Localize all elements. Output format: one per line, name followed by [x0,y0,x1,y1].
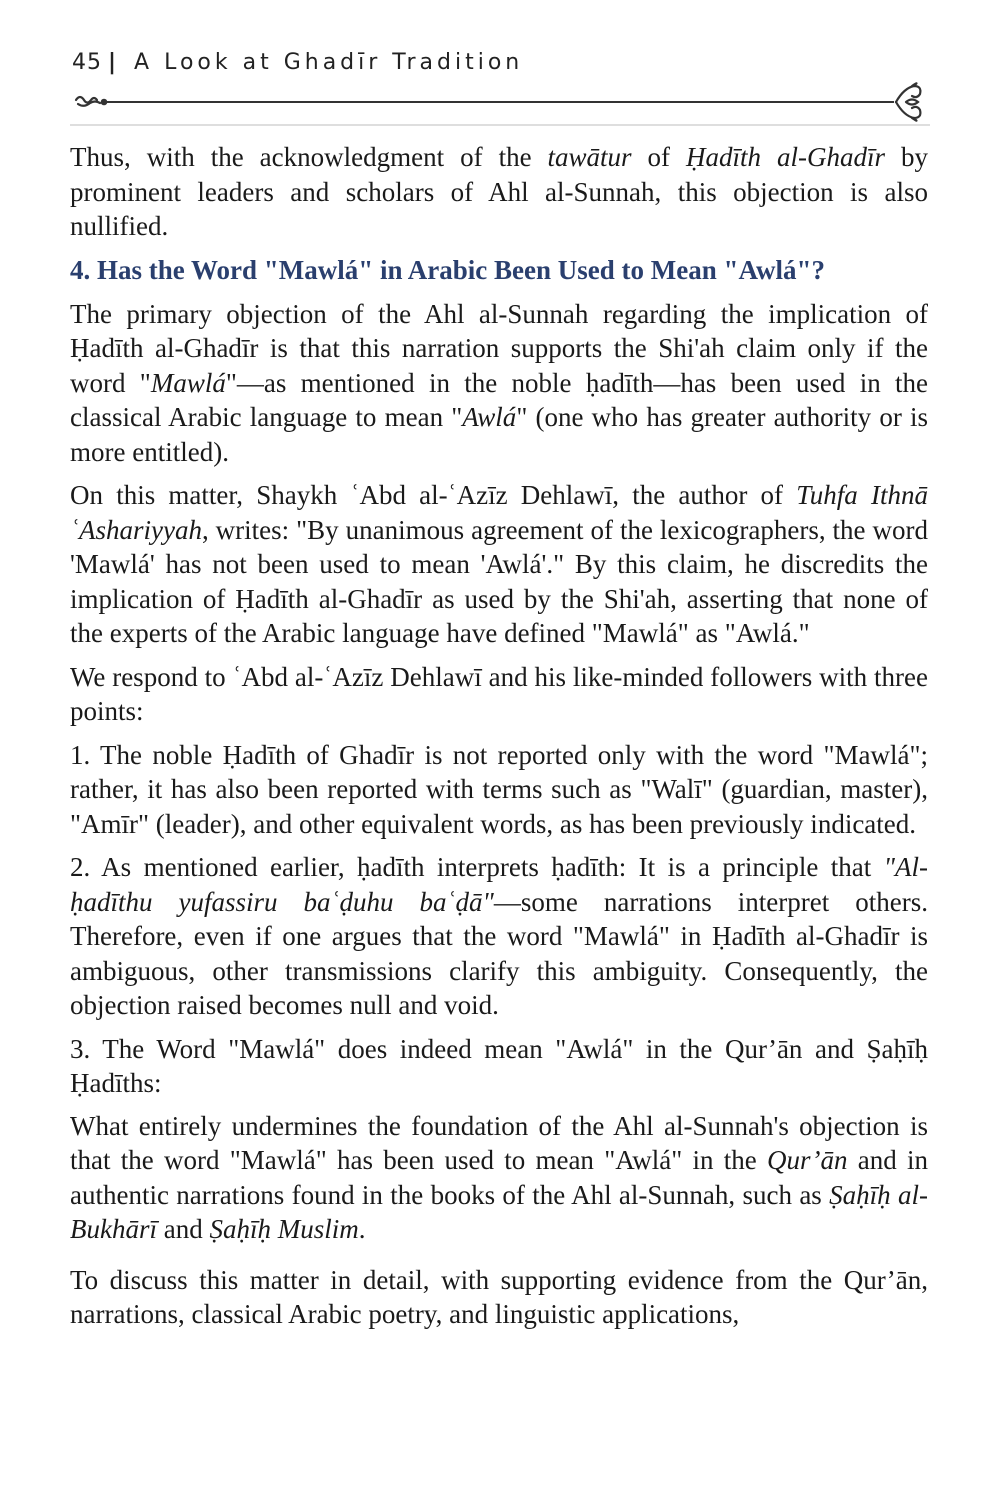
page-number: 45 [72,50,102,75]
book-title: A Look at Ghadīr Tradition [134,50,524,75]
paragraph-detail-discussion: To discuss this matter in detail, with supporting evidence from the Qur’ān, narrations, classical Arabic poetry, and linguistic applications, [70,1264,928,1329]
paragraph-dehlawi-claim: On this matter, Shaykh ʿAbd al-ʿAzīz Dehlawī, the author of Tuhfa Ithnā ʿAshariyyah, writes: "By unanimous agreement of the lexicographers, the word 'Mawlá' has not been used to mean 'Awlá'." By this claim, he discredits the implication of Ḥadīth al-Ghadīr as used by the Shi'ah, asserting that none of the experts of the Arabic language have defined "Mawlá" as "Awlá." [70,480,928,648]
point-3-heading: 3. The Word "Mawlá" does indeed mean "Awlá" in the Qur’ān and Ṣaḥīḥ Ḥadīths: [70,1033,928,1098]
running-head [72,50,523,75]
paragraph-primary-objection: The primary objection of the Ahl al-Sunnah regarding the implication of Ḥadīth al-Ghadīr is that this narration supports the Shi'ah claim only if the word "Mawlá"—as mentioned in the noble ḥadīth—has been used in the classical Arabic language to mean "Awlá" (one who has greater authority or is more entitled). [70,298,928,467]
header-ornament-rule [70,80,930,130]
paragraph-quran-usage: What entirely undermines the foundation of the Ahl al-Sunnah's objection is that the word "Mawlá" has been used to mean "Awlá" in the Qur’ān and in authentic narrations found in the books of the Ahl al-Sunnah, such as Ṣaḥīḥ al-Bukhārī and Ṣaḥīḥ Muslim. [70,1110,928,1244]
header-separator: | [108,50,121,75]
paragraph-tawatur: Thus, with the acknowledgment of the tawātur of Ḥadīth al-Ghadīr by prominent leaders and scholars of Ahl al-Sunnah, this objection is also nullified. [70,142,928,241]
paragraph-response-intro: We respond to ʿAbd al-ʿAzīz Dehlawī and his like-minded followers with three points: [70,661,928,726]
point-1: 1. The noble Ḥadīth of Ghadīr is not reported only with the word "Mawlá"; rather, it has also been reported with terms such as "Walī" (guardian, master), "Amīr" (leader), and other equivalent words, as has been previously indicated. [70,739,928,839]
left-flourish-icon [76,97,106,106]
main-text [70,140,928,1341]
right-flourish-icon [896,83,920,120]
section-heading: 4. Has the Word "Mawlá" in Arabic Been Used to Mean "Awlá"? [70,254,825,285]
point-2: 2. As mentioned earlier, ḥadīth interprets ḥadīth: It is a principle that "Al-ḥadīthu yufassiru baʿḍuhu baʿḍā"—some narrations interpret others. Therefore, even if one argues that the word "Mawlá" in Ḥadīth al-Ghadīr is ambiguous, other transmissions clarify this ambiguity. Consequently, the objection raised becomes null and void. [70,852,928,1020]
